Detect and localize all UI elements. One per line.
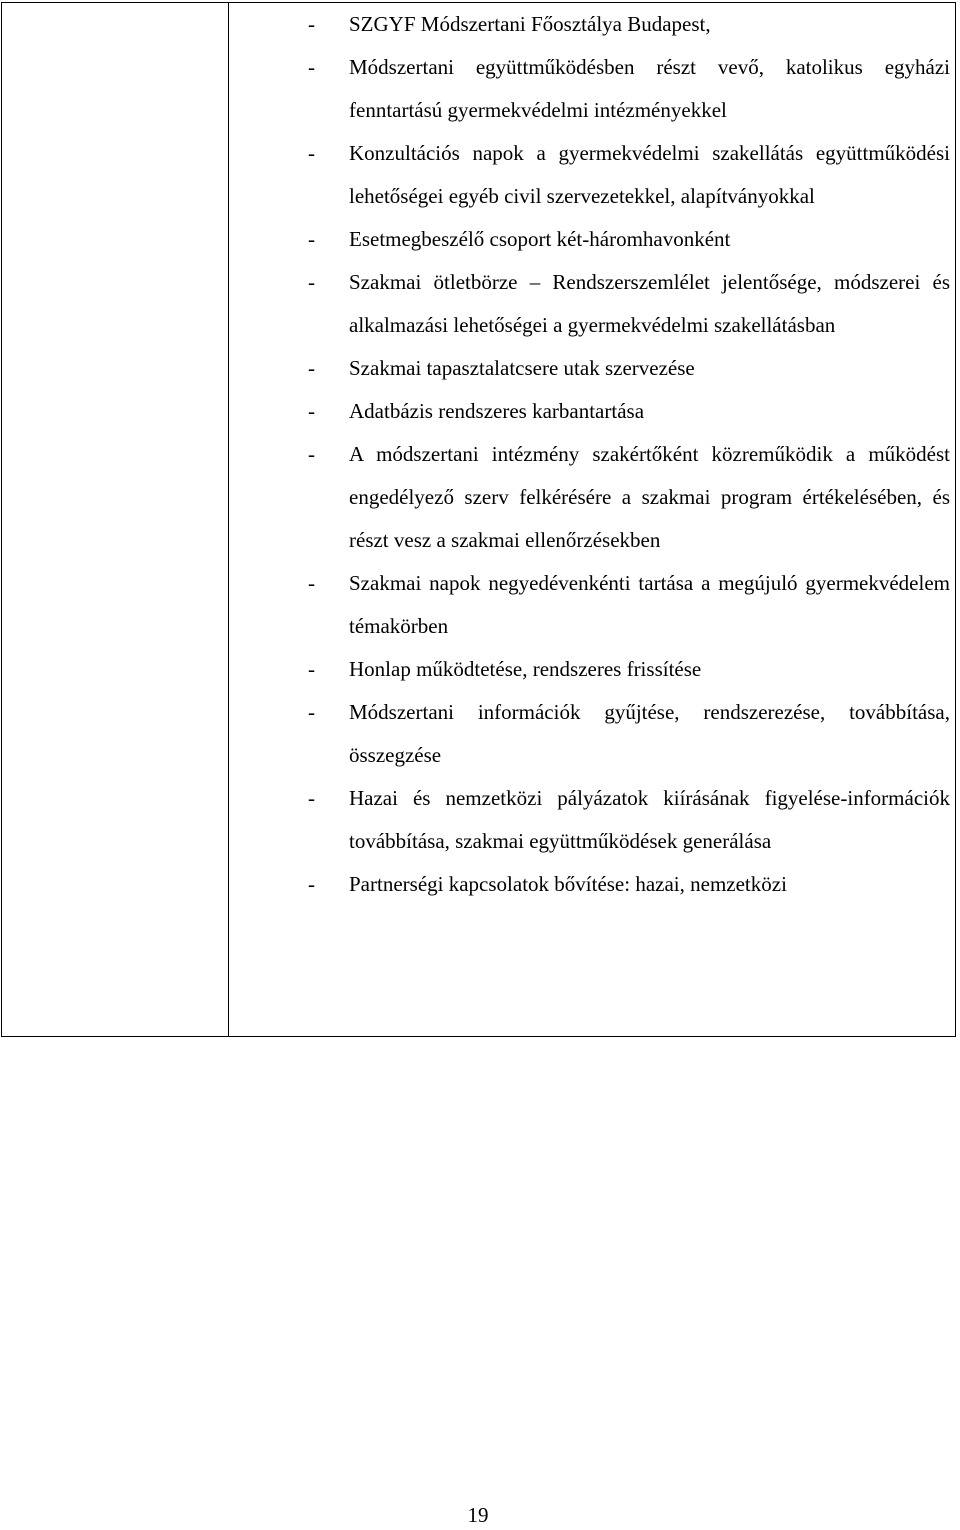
list-item — [308, 863, 950, 906]
list-item-text: Szakmai tapasztalatcsere utak szervezése — [349, 356, 695, 380]
list-item — [308, 777, 950, 863]
bullet-dash: - — [308, 442, 315, 466]
bullet-dash: - — [308, 399, 315, 423]
list-item-text: Hazai és nemzetközi pályázatok kiírásának figyelése-információk továbbítása, szakmai együttműködések generálása — [349, 786, 950, 853]
list-item-text: Módszertani együttműködésben részt vevő, katolikus egyházi fenntartású gyermekvédelmi intézményekkel — [349, 55, 950, 122]
list-item — [308, 562, 950, 648]
list-item — [308, 433, 950, 562]
bullet-dash: - — [308, 700, 315, 724]
bullet-dash: - — [308, 55, 315, 79]
table-column-divider — [228, 3, 229, 1036]
list-item — [308, 691, 950, 777]
list-item-text: Szakmai napok negyedévenkénti tartása a megújuló gyermekvédelem témakörben — [349, 571, 950, 638]
list-item — [308, 390, 950, 433]
list-item — [308, 218, 950, 261]
list-item — [308, 347, 950, 390]
activity-list — [308, 3, 950, 906]
bullet-dash: - — [308, 12, 315, 36]
bullet-dash: - — [308, 872, 315, 896]
list-item-text: Szakmai ötletbörze – Rendszerszemlélet jelentősége, módszerei és alkalmazási lehetőségei a gyermekvédelmi szakellátásban — [349, 270, 950, 337]
bullet-dash: - — [308, 270, 315, 294]
list-item — [308, 3, 950, 46]
page-number: 19 — [467, 1503, 489, 1527]
bullet-dash: - — [308, 141, 315, 165]
document-table — [1, 2, 956, 1037]
list-item-text: Honlap működtetése, rendszeres frissítése — [349, 657, 702, 681]
list-item-text: Partnerségi kapcsolatok bővítése: hazai, nemzetközi — [349, 872, 787, 896]
bullet-dash: - — [308, 571, 315, 595]
bullet-dash: - — [308, 227, 315, 251]
list-item — [308, 46, 950, 132]
bullet-dash: - — [308, 786, 315, 810]
bullet-dash: - — [308, 657, 315, 681]
list-item-text: Adatbázis rendszeres karbantartása — [349, 399, 645, 423]
list-item-text: Esetmegbeszélő csoport két-háromhavonként — [349, 227, 731, 251]
list-item — [308, 648, 950, 691]
bullet-dash: - — [308, 356, 315, 380]
list-item-text: SZGYF Módszertani Főosztálya Budapest, — [349, 12, 711, 36]
list-item — [308, 261, 950, 347]
list-item — [308, 132, 950, 218]
list-item-text: A módszertani intézmény szakértőként közreműködik a működést engedélyező szerv felkérésére a szakmai program értékelésében, és részt vesz a szakmai ellenőrzésekben — [349, 442, 950, 552]
list-item-text: Konzultációs napok a gyermekvédelmi szakellátás együttműködési lehetőségei egyéb civil szervezetekkel, alapítványokkal — [349, 141, 950, 208]
list-item-text: Módszertani információk gyűjtése, rendszerezése, továbbítása, összegzése — [349, 700, 950, 767]
